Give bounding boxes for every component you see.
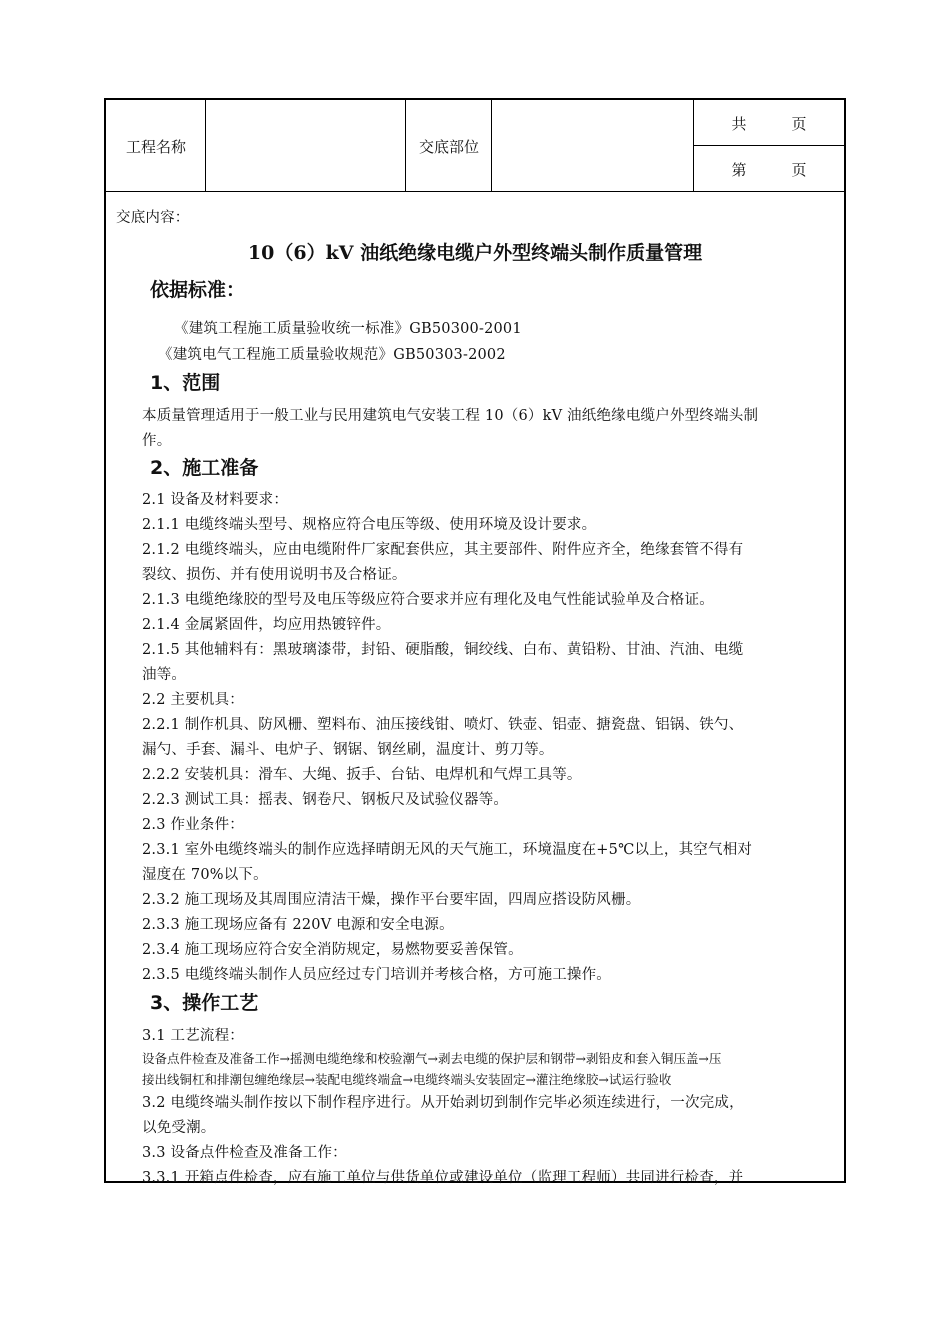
handover-part-value[interactable] [492,100,694,192]
paragraph-line: 裂纹、损伤、并有使用说明书及合格证。 [142,567,407,583]
paragraph-line: 3.2 电缆终端头制作按以下制作程序进行。从开始剥切到制作完毕必须连续进行，一次完成， [142,1095,744,1111]
process-flow-line: 设备点件检查及准备工作→摇测电缆绝缘和校验潮气→剥去电缆的保护层和钢带→剥铅皮和套入铜压盖→压 [142,1051,722,1066]
paragraph-line: 作。 [142,433,172,449]
divider [693,100,694,192]
handover-part-label: 交底部位 [418,137,479,156]
paragraph-line: 2.2.1 制作机具、防风栅、塑料布、油压接线钳、喷灯、铁壶、铝壶、搪瓷盘、铝锅、铁勺、 [142,717,744,733]
paragraph-line: 以免受潮。 [142,1120,216,1136]
basis-heading: 依据标准： [150,279,246,301]
paragraph-line: 2.3.1 室外电缆终端头的制作应选择晴朗无风的天气施工，环境温度在+5℃以上，其空气相对 [142,842,753,858]
handover-form [104,98,846,1186]
process-flow-line: 接出线铜杠和排潮包缠绝缘层→装配电缆终端盒→电缆终端头安装固定→灌注绝缘胶→试运行验收 [142,1072,672,1087]
paragraph-line: 2.1.2 电缆终端头，应由电缆附件厂家配套供应，其主要部件、附件应齐全，绝缘套管不得有 [142,542,744,558]
section-2-heading: 2、施工准备 [150,457,259,479]
paragraph-line: 油等。 [142,667,187,683]
divider [693,145,844,146]
paragraph-line: 2.2.3 测试工具：摇表、钢卷尺、钢板尺及试验仪器等。 [142,792,509,808]
paragraph-line: 2.2 主要机具： [142,692,244,708]
paragraph-line: 3.1 工艺流程： [142,1028,244,1044]
paragraph-line: 2.3 作业条件： [142,817,244,833]
paragraph-line: 2.1.4 金属紧固件，均应用热镀锌件。 [142,617,391,633]
paragraph-line: 2.3.4 施工现场应符合安全消防规定，易燃物要妥善保管。 [142,942,523,958]
paragraph-line: 本质量管理适用于一般工业与民用建筑电气安装工程 10（6）kV 油纸绝缘电缆户外型终端头制 [142,408,759,424]
section-1-heading: 1、范围 [150,372,221,394]
basis-line: 《建筑工程施工质量验收统一标准》GB50300-2001 [174,321,522,337]
paragraph-line: 3.3 设备点件检查及准备工作： [142,1145,347,1161]
divider [405,100,406,192]
divider [491,100,492,192]
divider [205,100,206,192]
paragraph-line: 2.1.3 电缆绝缘胶的型号及电压等级应符合要求并应有理化及电气性能试验单及合格证。 [142,592,714,608]
total-pages: 共 页 [731,114,807,133]
paragraph-line: 2.3.5 电缆终端头制作人员应经过专门培训并考核合格，方可施工操作。 [142,967,612,983]
paragraph-line: 3.3.1 开箱点件检查，应有施工单位与供货单位或建设单位（监理工程师）共同进行检查，并 [142,1170,744,1186]
divider [106,191,844,192]
page-number: 第 页 [731,160,807,179]
project-name-value[interactable] [206,100,406,192]
project-name-label: 工程名称 [125,137,186,156]
paragraph-line: 2.1.5 其他辅料有：黑玻璃漆带，封铅、硬脂酸，铜绞线、白布、黄铅粉、甘油、汽油、电缆 [142,642,744,658]
section-3-heading: 3、操作工艺 [150,992,259,1014]
paragraph-line: 2.3.3 施工现场应备有 220V 电源和安全电源。 [142,917,454,933]
form-header [106,100,844,192]
content-label: 交底内容： [116,210,190,226]
basis-line: 《建筑电气工程施工质量验收规范》GB50303-2002 [158,347,506,363]
paragraph-line: 湿度在 70%以下。 [142,867,268,883]
paragraph-line: 2.1 设备及材料要求： [142,492,289,508]
paragraph-line: 2.2.2 安装机具：滑车、大绳、扳手、台钻、电焊机和气焊工具等。 [142,767,582,783]
document-title: 10（6）kV 油纸绝缘电缆户外型终端头制作质量管理 [247,242,703,264]
paragraph-line: 漏勺、手套、漏斗、电炉子、钢锯、钢丝刷，温度计、剪刀等。 [142,742,554,758]
paragraph-line: 2.3.2 施工现场及其周围应清洁干燥，操作平台要牢固，四周应搭设防风栅。 [142,892,641,908]
paragraph-line: 2.1.1 电缆终端头型号、规格应符合电压等级、使用环境及设计要求。 [142,517,597,533]
